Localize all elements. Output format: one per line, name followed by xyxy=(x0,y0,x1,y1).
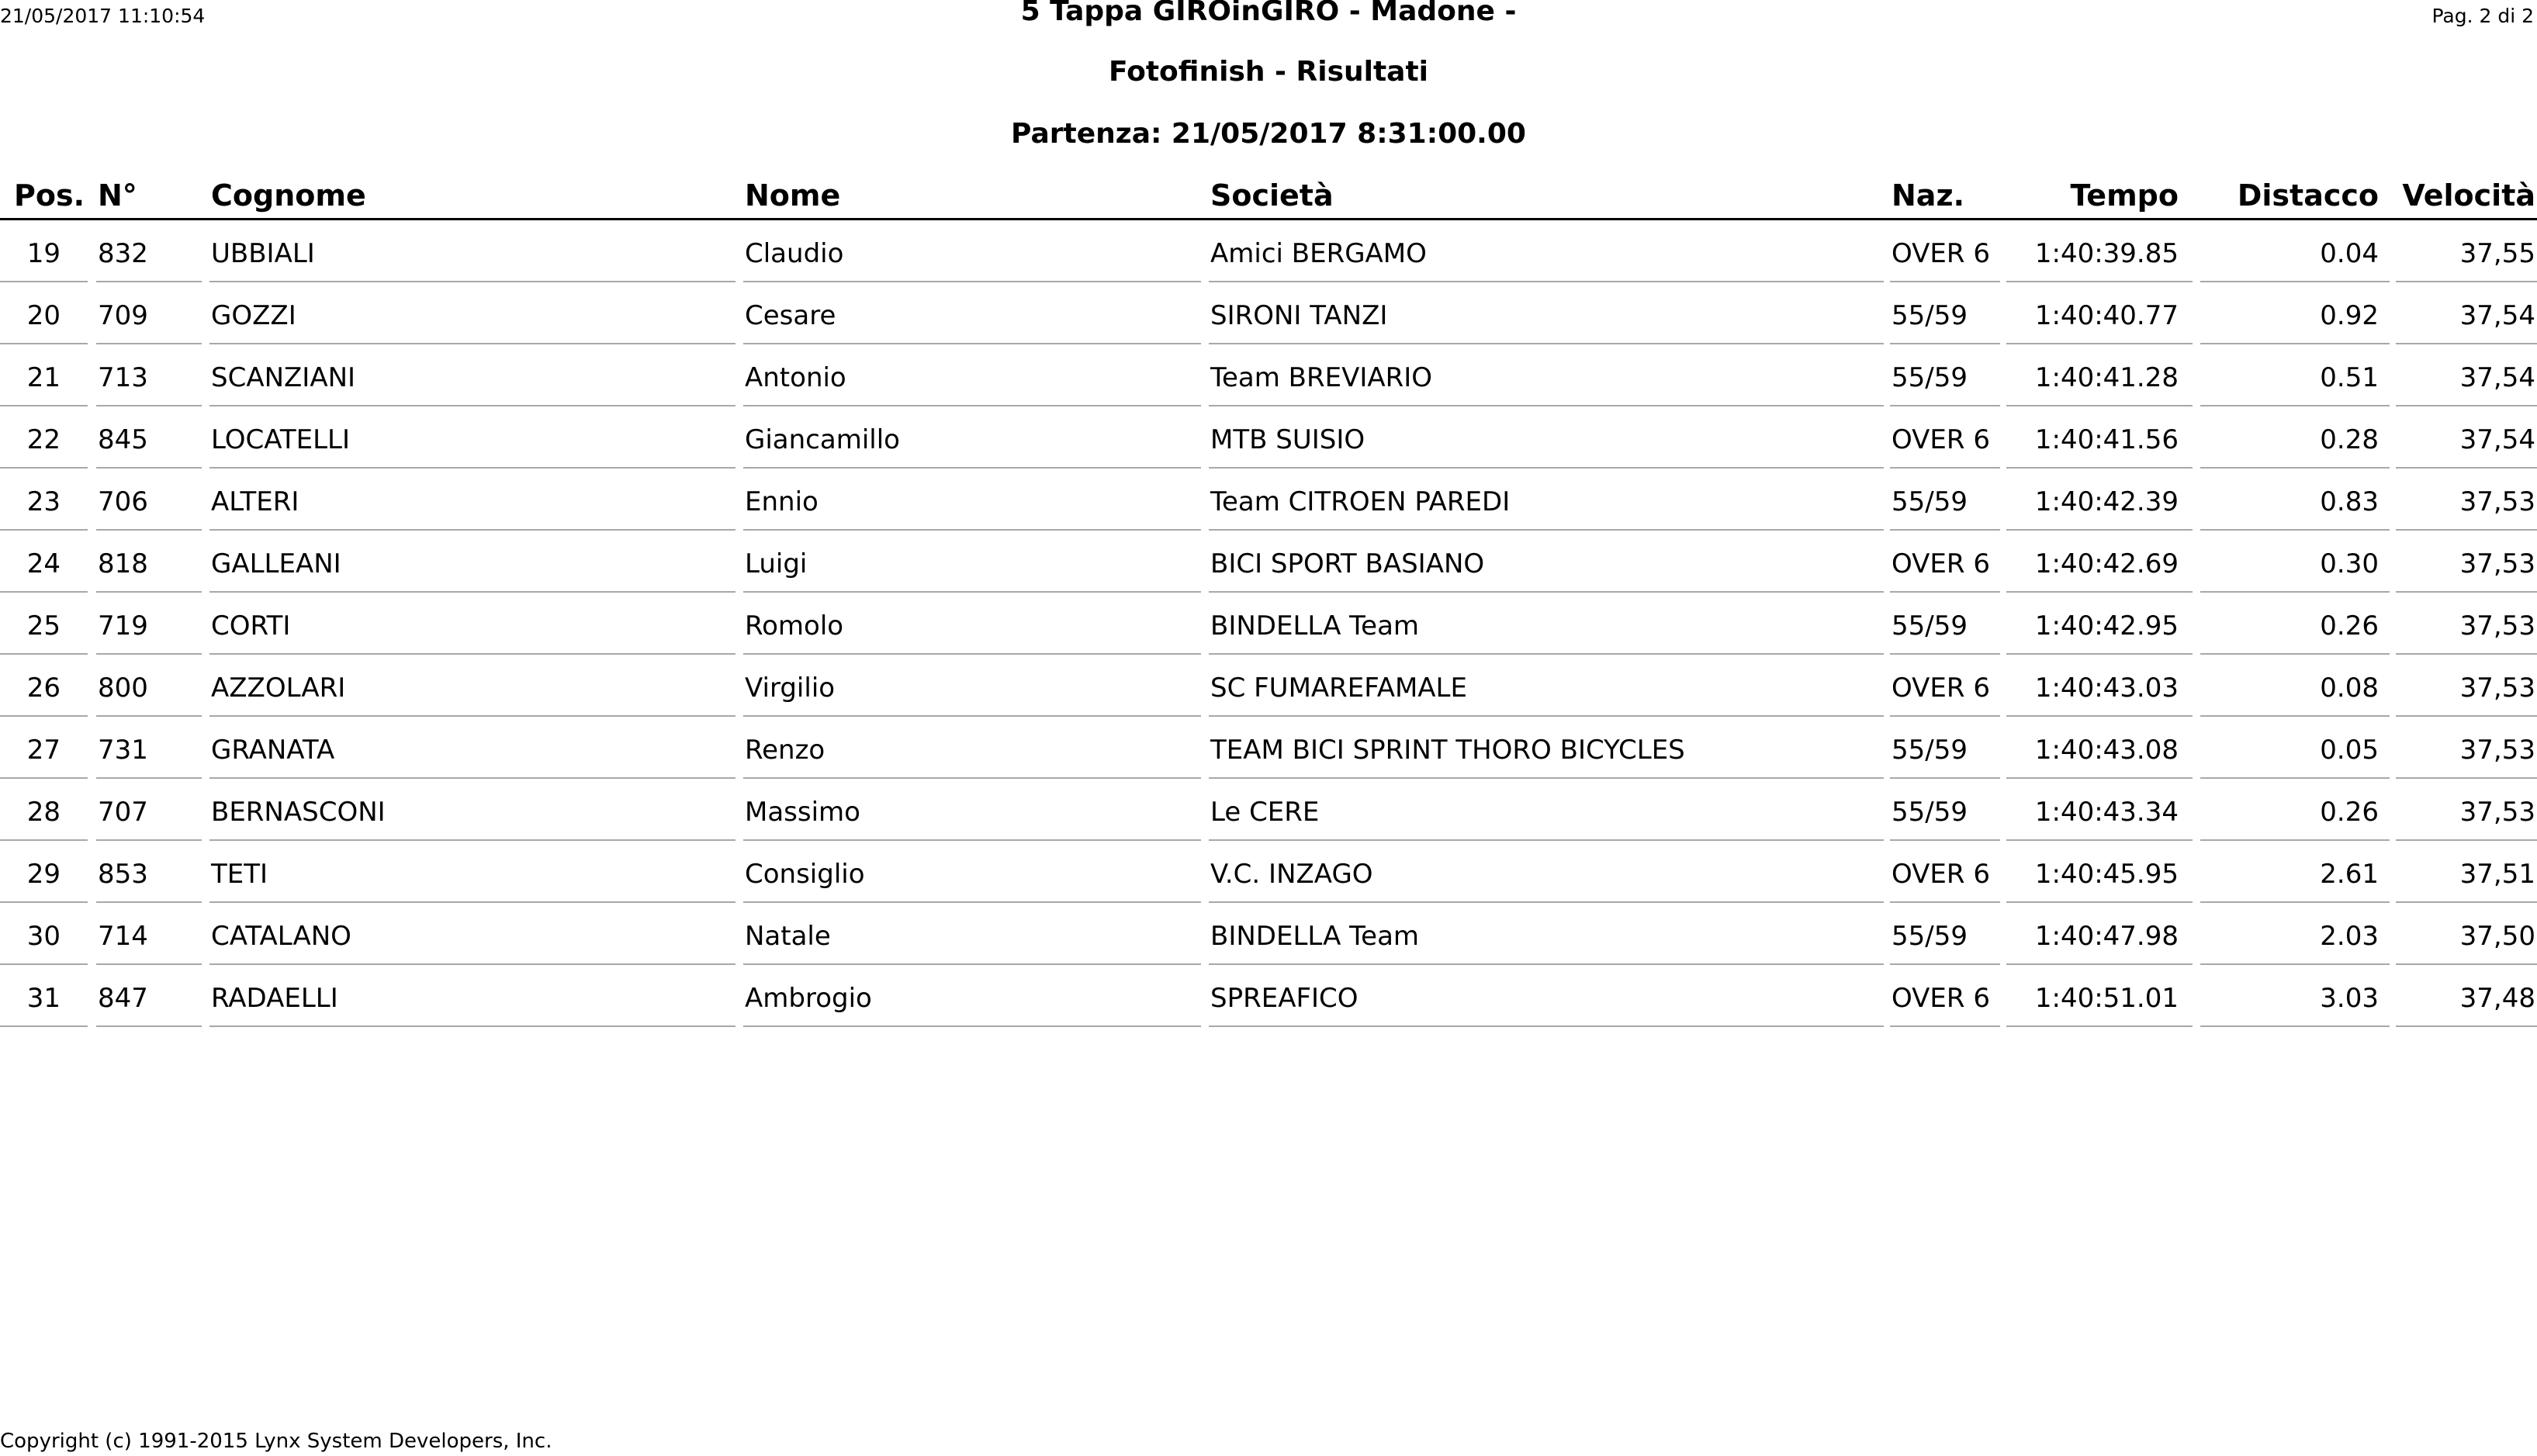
cell-gap: 0.04 xyxy=(2320,238,2379,269)
cell-speed: 37,51 xyxy=(2459,859,2535,890)
cell-surname: GALLEANI xyxy=(211,548,341,579)
cell-bib: 709 xyxy=(98,300,148,331)
cell-name: Consiglio xyxy=(745,859,865,890)
table-row xyxy=(0,717,2537,779)
cell-position: 22 xyxy=(26,424,61,455)
cell-gap: 0.26 xyxy=(2320,797,2379,828)
cell-position: 29 xyxy=(26,859,61,890)
cell-name: Massimo xyxy=(745,797,860,828)
cell-category: OVER 6 xyxy=(1892,548,1990,579)
cell-team: BICI SPORT BASIANO xyxy=(1210,548,1485,579)
table-row xyxy=(0,903,2537,965)
cell-speed: 37,54 xyxy=(2459,424,2535,455)
cell-surname: RADAELLI xyxy=(211,983,338,1014)
cell-category: 55/59 xyxy=(1892,300,1968,331)
cell-position: 25 xyxy=(26,610,61,642)
column-header-time: Tempo xyxy=(2070,178,2179,213)
race-title: 5 Tappa GIROinGIRO - Madone - xyxy=(1020,0,1517,27)
cell-team: SIRONI TANZI xyxy=(1210,300,1388,331)
cell-position: 26 xyxy=(26,673,61,704)
cell-time: 1:40:43.03 xyxy=(2034,673,2179,704)
cell-speed: 37,53 xyxy=(2459,486,2535,517)
cell-name: Luigi xyxy=(745,548,808,579)
cell-team: V.C. INZAGO xyxy=(1210,859,1373,890)
cell-position: 20 xyxy=(26,300,61,331)
cell-bib: 719 xyxy=(98,610,148,642)
column-header-gap: Distacco xyxy=(2237,178,2379,213)
row-underline xyxy=(743,1025,1201,1027)
cell-category: 55/59 xyxy=(1892,921,1968,952)
cell-bib: 800 xyxy=(98,673,148,704)
cell-bib: 818 xyxy=(98,548,148,579)
cell-name: Renzo xyxy=(745,735,825,766)
cell-name: Cesare xyxy=(745,300,836,331)
cell-bib: 706 xyxy=(98,486,148,517)
table-row xyxy=(0,655,2537,717)
cell-bib: 714 xyxy=(98,921,148,952)
cell-position: 23 xyxy=(26,486,61,517)
cell-surname: BERNASCONI xyxy=(211,797,386,828)
cell-surname: CORTI xyxy=(211,610,291,642)
cell-name: Virgilio xyxy=(745,673,836,704)
table-row xyxy=(0,282,2537,344)
cell-team: Team BREVIARIO xyxy=(1210,362,1433,393)
cell-speed: 37,54 xyxy=(2459,362,2535,393)
cell-name: Giancamillo xyxy=(745,424,900,455)
row-underline xyxy=(2200,1025,2390,1027)
cell-category: 55/59 xyxy=(1892,797,1968,828)
cell-gap: 3.03 xyxy=(2320,983,2379,1014)
cell-bib: 707 xyxy=(98,797,148,828)
column-header-bib: N° xyxy=(98,178,137,213)
cell-speed: 37,53 xyxy=(2459,735,2535,766)
row-underline xyxy=(209,1025,735,1027)
cell-speed: 37,55 xyxy=(2459,238,2535,269)
cell-time: 1:40:43.34 xyxy=(2034,797,2179,828)
cell-speed: 37,53 xyxy=(2459,610,2535,642)
cell-gap: 2.61 xyxy=(2320,859,2379,890)
page-number: Pag. 2 di 2 xyxy=(2431,5,2534,27)
cell-bib: 832 xyxy=(98,238,148,269)
cell-speed: 37,53 xyxy=(2459,797,2535,828)
cell-category: 55/59 xyxy=(1892,610,1968,642)
cell-team: Le CERE xyxy=(1210,797,1320,828)
cell-time: 1:40:47.98 xyxy=(2034,921,2179,952)
cell-position: 28 xyxy=(26,797,61,828)
cell-speed: 37,53 xyxy=(2459,673,2535,704)
column-header-surname: Cognome xyxy=(211,178,366,213)
column-header-category: Naz. xyxy=(1892,178,1964,213)
cell-gap: 0.30 xyxy=(2320,548,2379,579)
row-underline xyxy=(1209,1025,1884,1027)
cell-surname: SCANZIANI xyxy=(211,362,356,393)
cell-surname: UBBIALI xyxy=(211,238,315,269)
cell-name: Claudio xyxy=(745,238,844,269)
cell-time: 1:40:41.28 xyxy=(2034,362,2179,393)
cell-surname: GRANATA xyxy=(211,735,335,766)
cell-time: 1:40:42.69 xyxy=(2034,548,2179,579)
cell-team: MTB SUISIO xyxy=(1210,424,1365,455)
cell-category: 55/59 xyxy=(1892,735,1968,766)
cell-position: 24 xyxy=(26,548,61,579)
cell-time: 1:40:42.95 xyxy=(2034,610,2179,642)
cell-gap: 2.03 xyxy=(2320,921,2379,952)
cell-name: Romolo xyxy=(745,610,844,642)
row-underline xyxy=(2396,1025,2537,1027)
cell-category: OVER 6 xyxy=(1892,424,1990,455)
cell-time: 1:40:41.56 xyxy=(2034,424,2179,455)
cell-team: TEAM BICI SPRINT THORO BICYCLES xyxy=(1210,735,1685,766)
cell-position: 19 xyxy=(26,238,61,269)
cell-category: OVER 6 xyxy=(1892,238,1990,269)
table-row xyxy=(0,779,2537,841)
cell-name: Natale xyxy=(745,921,831,952)
row-underline xyxy=(96,1025,202,1027)
cell-surname: LOCATELLI xyxy=(211,424,351,455)
table-row xyxy=(0,965,2537,1027)
cell-name: Ennio xyxy=(745,486,819,517)
cell-gap: 0.26 xyxy=(2320,610,2379,642)
table-row xyxy=(0,406,2537,469)
row-underline xyxy=(0,1025,88,1027)
cell-category: OVER 6 xyxy=(1892,859,1990,890)
cell-surname: ALTERI xyxy=(211,486,299,517)
cell-speed: 37,54 xyxy=(2459,300,2535,331)
column-header-name: Nome xyxy=(745,178,841,213)
column-header-team: Società xyxy=(1210,178,1334,213)
cell-time: 1:40:40.77 xyxy=(2034,300,2179,331)
print-datetime: 21/05/2017 11:10:54 xyxy=(0,5,206,27)
cell-surname: GOZZI xyxy=(211,300,296,331)
column-header-speed: Velocità xyxy=(2402,178,2535,213)
cell-position: 31 xyxy=(26,983,61,1014)
table-row xyxy=(0,531,2537,593)
cell-category: 55/59 xyxy=(1892,486,1968,517)
start-time-line: Partenza: 21/05/2017 8:31:00.00 xyxy=(1011,118,1526,150)
cell-team: SC FUMAREFAMALE xyxy=(1210,673,1467,704)
cell-surname: AZZOLARI xyxy=(211,673,346,704)
cell-speed: 37,53 xyxy=(2459,548,2535,579)
cell-time: 1:40:43.08 xyxy=(2034,735,2179,766)
column-header-position: Pos. xyxy=(14,178,85,213)
cell-team: Team CITROEN PAREDI xyxy=(1210,486,1511,517)
cell-bib: 731 xyxy=(98,735,148,766)
copyright-footer: Copyright (c) 1991-2015 Lynx System Developers, Inc. xyxy=(0,1430,552,1453)
report-subtitle: Fotofinish - Risultati xyxy=(1108,56,1429,88)
cell-team: SPREAFICO xyxy=(1210,983,1358,1014)
cell-gap: 0.92 xyxy=(2320,300,2379,331)
cell-team: BINDELLA Team xyxy=(1210,921,1420,952)
cell-position: 30 xyxy=(26,921,61,952)
table-row xyxy=(0,220,2537,282)
cell-category: OVER 6 xyxy=(1892,673,1990,704)
cell-name: Ambrogio xyxy=(745,983,872,1014)
row-underline xyxy=(2006,1025,2193,1027)
cell-time: 1:40:42.39 xyxy=(2034,486,2179,517)
row-underline xyxy=(1890,1025,2000,1027)
table-row xyxy=(0,593,2537,655)
cell-category: 55/59 xyxy=(1892,362,1968,393)
cell-gap: 0.08 xyxy=(2320,673,2379,704)
cell-team: BINDELLA Team xyxy=(1210,610,1420,642)
cell-gap: 0.28 xyxy=(2320,424,2379,455)
cell-time: 1:40:51.01 xyxy=(2034,983,2179,1014)
table-row xyxy=(0,344,2537,406)
cell-surname: CATALANO xyxy=(211,921,351,952)
cell-bib: 847 xyxy=(98,983,148,1014)
cell-gap: 0.83 xyxy=(2320,486,2379,517)
cell-bib: 713 xyxy=(98,362,148,393)
cell-bib: 853 xyxy=(98,859,148,890)
table-row xyxy=(0,469,2537,531)
cell-surname: TETI xyxy=(211,859,268,890)
cell-name: Antonio xyxy=(745,362,846,393)
cell-gap: 0.05 xyxy=(2320,735,2379,766)
table-row xyxy=(0,841,2537,903)
cell-time: 1:40:39.85 xyxy=(2034,238,2179,269)
cell-bib: 845 xyxy=(98,424,148,455)
cell-time: 1:40:45.95 xyxy=(2034,859,2179,890)
cell-position: 27 xyxy=(26,735,61,766)
cell-gap: 0.51 xyxy=(2320,362,2379,393)
cell-speed: 37,48 xyxy=(2459,983,2535,1014)
cell-speed: 37,50 xyxy=(2459,921,2535,952)
cell-team: Amici BERGAMO xyxy=(1210,238,1427,269)
cell-category: OVER 6 xyxy=(1892,983,1990,1014)
cell-position: 21 xyxy=(26,362,61,393)
